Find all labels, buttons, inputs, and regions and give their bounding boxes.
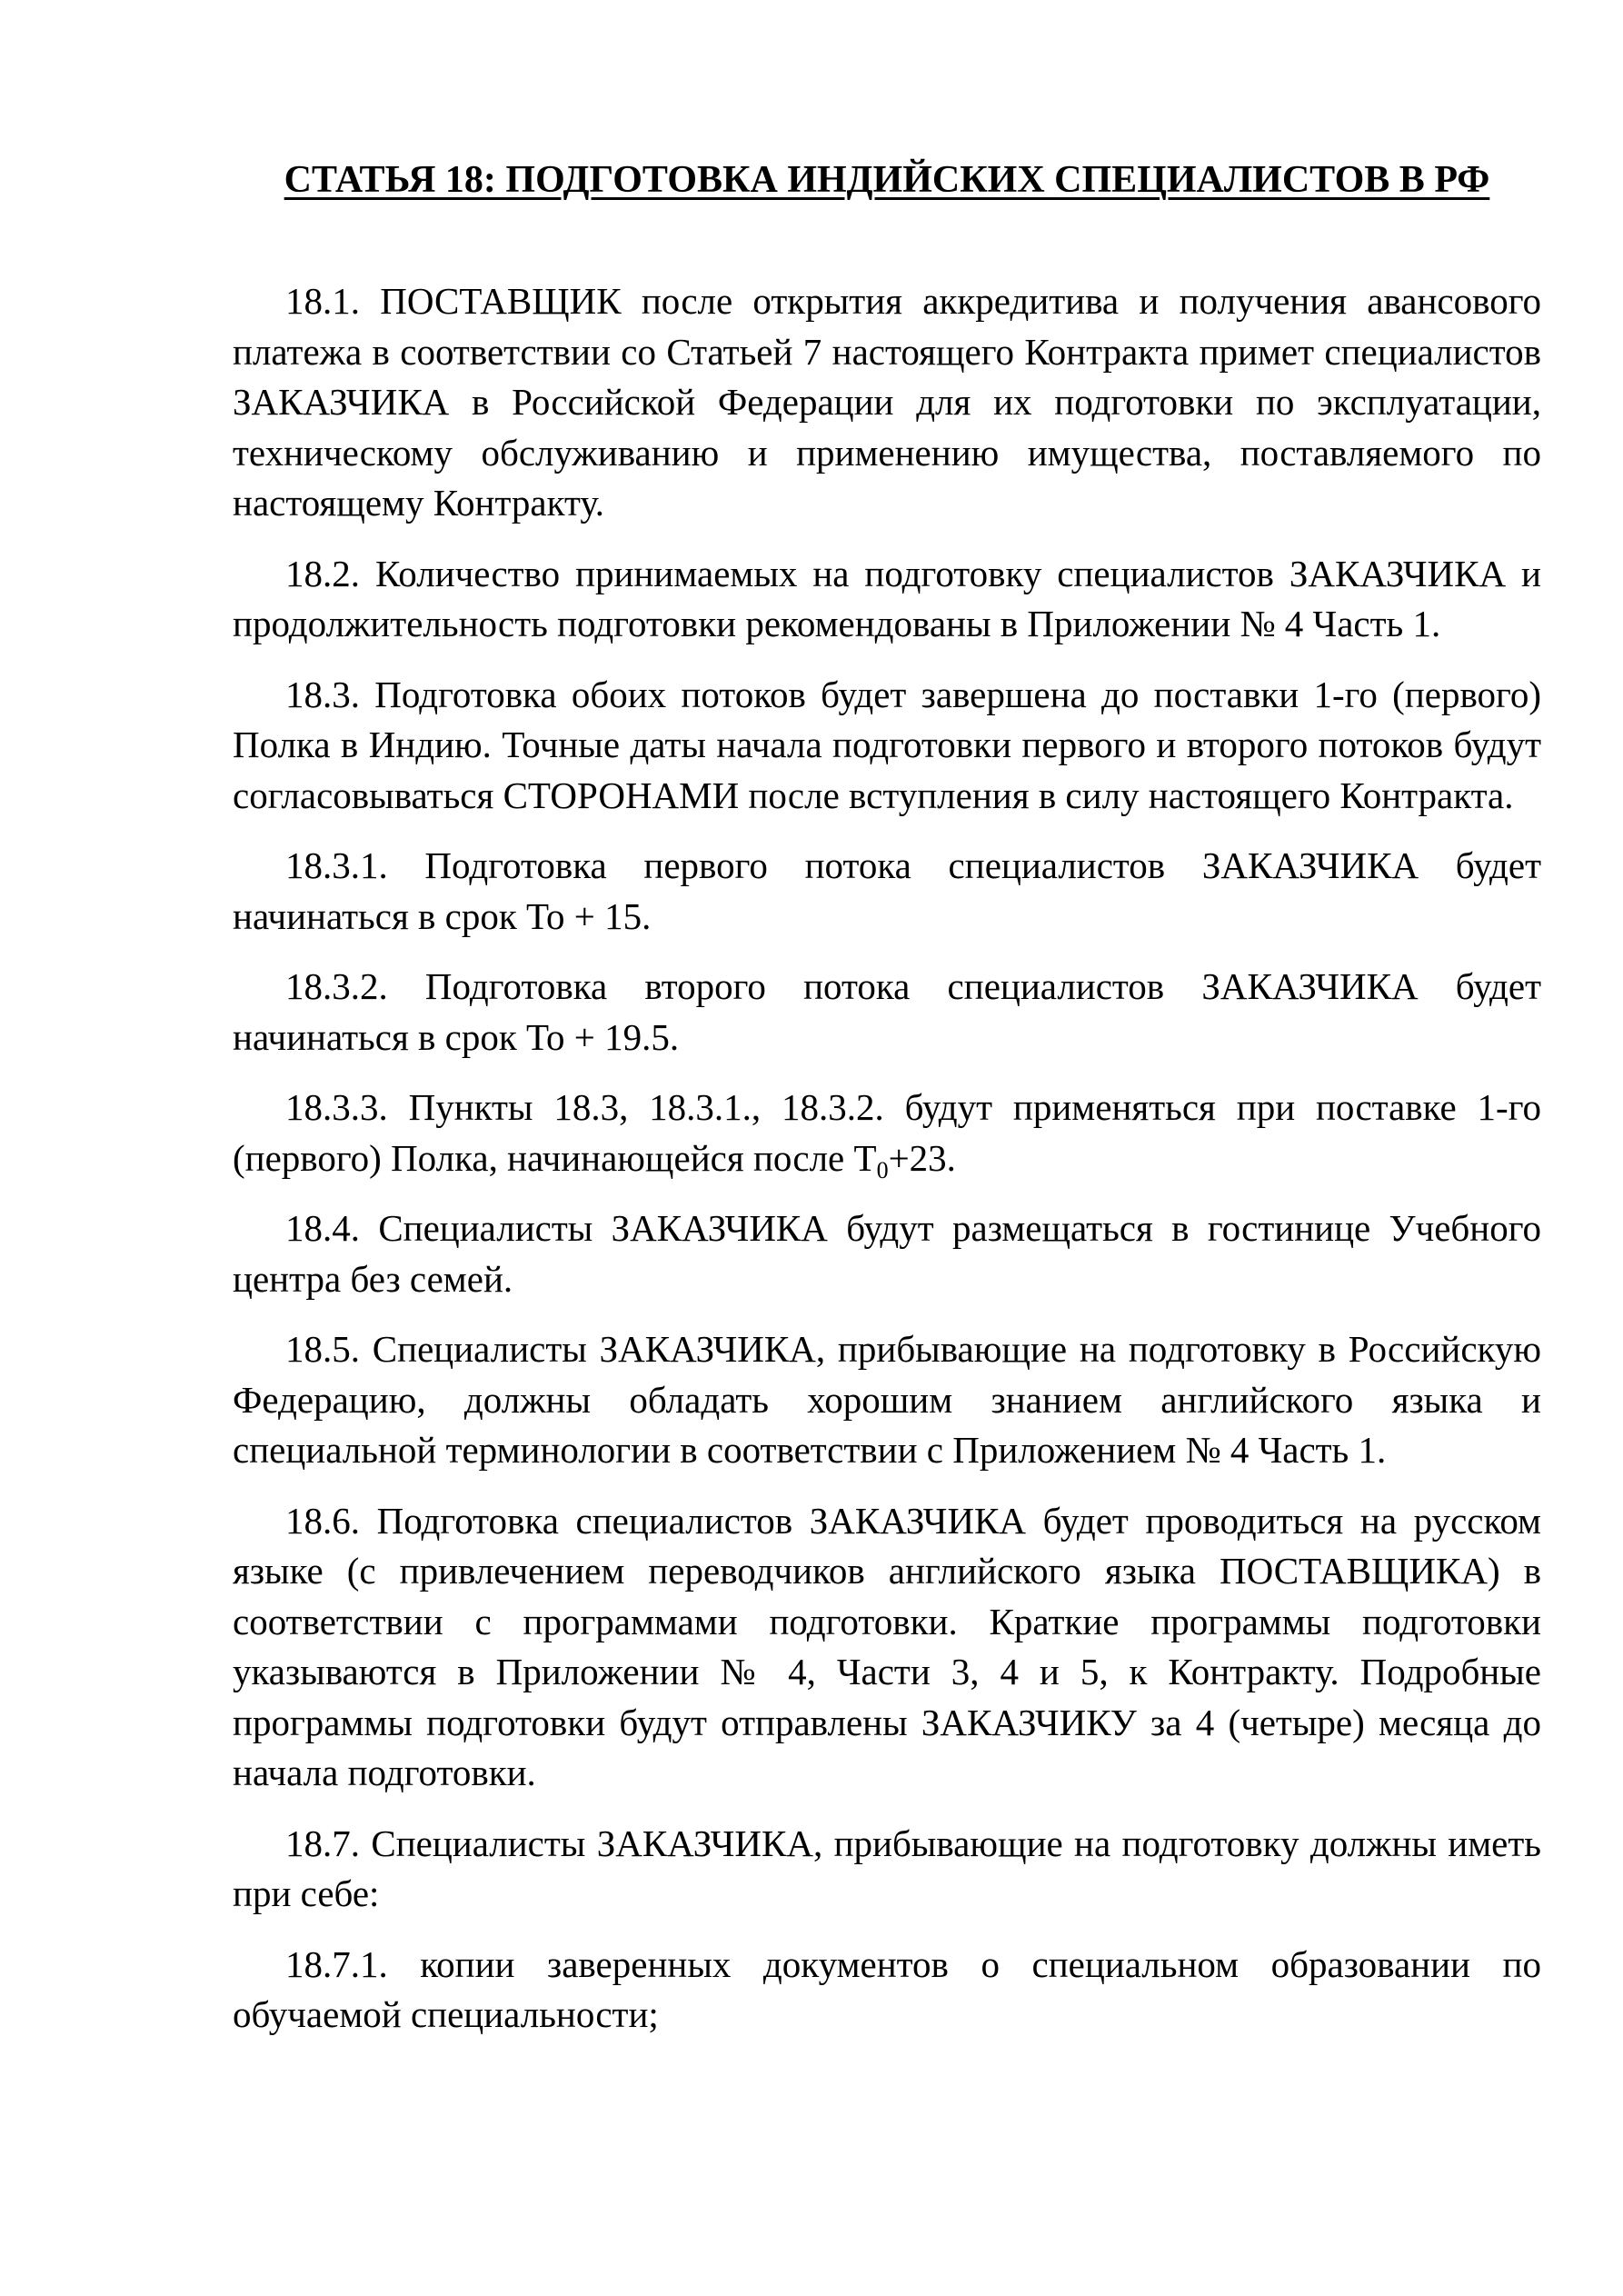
paragraph-18-4: 18.4. Специалисты ЗАКАЗЧИКА будут размещаться в гостинице Учебного центра без семей. xyxy=(233,1207,1541,1300)
article-heading: СТАТЬЯ 18: ПОДГОТОВКА ИНДИЙСКИХ СПЕЦИАЛИСТОВ В РФ xyxy=(284,159,1490,201)
paragraph-18-3: 18.3. Подготовка обоих потоков будет завершена до поставки 1-го (первого) Полка в Индию. Точные даты начала подготовки первого и второго потоков будут согласовываться СТОРОНАМИ после вступления в силу настоящего Контракта. xyxy=(233,673,1541,816)
paragraph-18-3-3-text: 18.3.3. Пункты 18.3, 18.3.1., 18.3.2. будут применяться при поставке 1-го (первого) Полка, начинающейся после Т xyxy=(233,1086,1541,1179)
paragraph-18-3-3 xyxy=(233,1083,1541,1183)
article-body xyxy=(233,276,1541,2061)
paragraph-18-3-3-tail: +23. xyxy=(888,1136,956,1179)
paragraph-18-3-2: 18.3.2. Подготовка второго потока специалистов ЗАКАЗЧИКА будет начинаться в срок То + 19.5. xyxy=(233,965,1541,1058)
paragraph-18-7-1: 18.7.1. копии заверенных документов о специальном образовании по обучаемой специальности; xyxy=(233,1942,1541,2035)
paragraph-18-7: 18.7. Специалисты ЗАКАЗЧИКА, прибывающие на подготовку должны иметь при себе: xyxy=(233,1822,1541,1914)
paragraph-18-2: 18.2. Количество принимаемых на подготовку специалистов ЗАКАЗЧИКА и продолжительность подготовки рекомендованы в Приложении № 4 Часть 1. xyxy=(233,552,1541,644)
paragraph-18-5: 18.5. Специалисты ЗАКАЗЧИКА, прибывающие на подготовку в Российскую Федерацию, должны обладать хорошим знанием английского языка и специальной терминологии в соответствии с Приложением № 4 Часть 1. xyxy=(233,1328,1541,1471)
paragraph-18-3-1: 18.3.1. Подготовка первого потока специалистов ЗАКАЗЧИКА будет начинаться в срок То + 15. xyxy=(233,844,1541,937)
paragraph-18-6: 18.6. Подготовка специалистов ЗАКАЗЧИКА будет проводиться на русском языке (с привлечением переводчиков английского языка ПОСТАВЩИКА) в соответствии с программами подготовки. Краткие программы подготовки указываются в Приложении № 4, Части 3, 4 и 5, к Контракту. Подробные программы подготовки будут отправлены ЗАКАЗЧИКУ за 4 (четыре) месяца до начала подготовки. xyxy=(233,1499,1541,1793)
subscript-zero: 0 xyxy=(876,1156,889,1183)
paragraph-18-1: 18.1. ПОСТАВЩИК после открытия аккредитива и получения авансового платежа в соответствии со Статьей 7 настоящего Контракта примет специалистов ЗАКАЗЧИКА в Российской Федерации для их подготовки по эксплуатации, техническому обслуживанию и применению имущества, поставляемого по настоящему Контракту. xyxy=(233,280,1541,524)
